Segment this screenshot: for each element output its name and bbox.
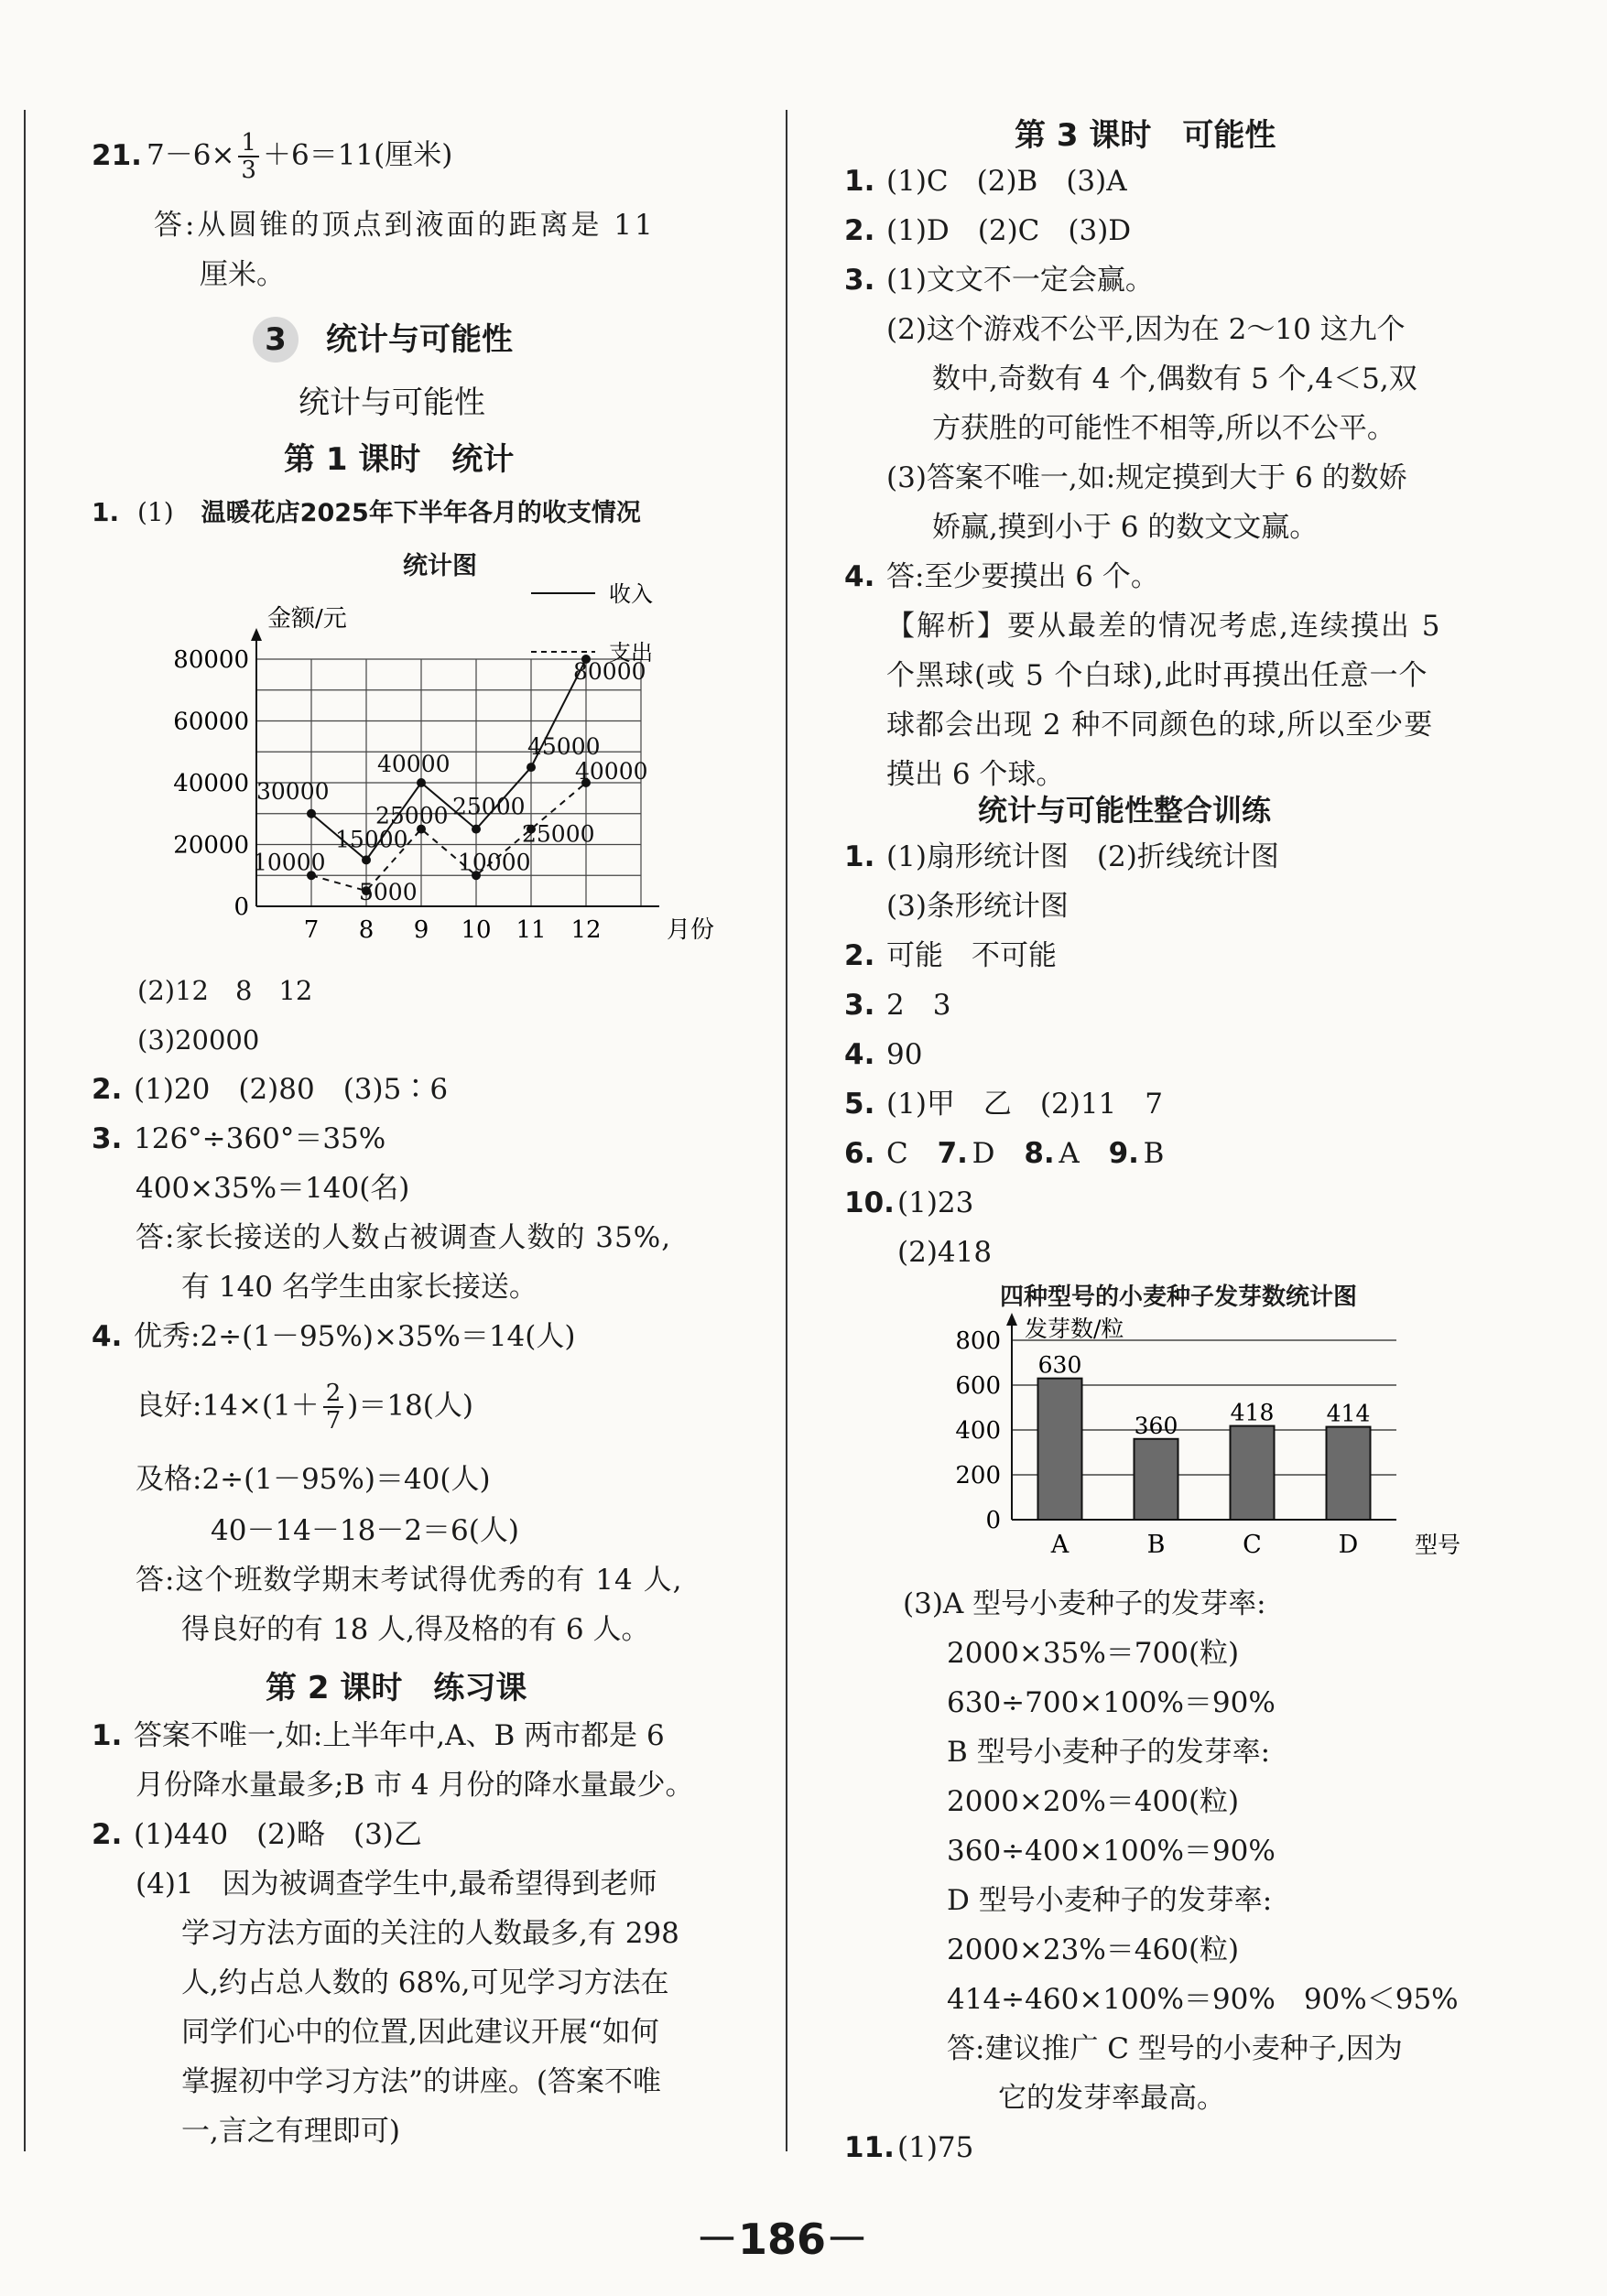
question-number: 2. (844, 939, 875, 972)
y-axis-label: 金额/元 (267, 605, 347, 633)
data-label: 30000 (256, 777, 330, 805)
question-number: 3. (92, 1122, 123, 1155)
question-number: 21. (92, 138, 142, 172)
q4-text-5: 答:这个班数学期末考试得优秀的有 14 人, (136, 1564, 683, 1597)
bar-value-label: 414 (1326, 1400, 1371, 1427)
fraction-denominator: 3 (241, 157, 256, 184)
data-label: 10000 (458, 849, 531, 876)
l2q1-text-1: 答案不唯一,如:上半年中,A、B 两市都是 6 (134, 1719, 665, 1752)
q2-line (92, 1071, 448, 1108)
column-divider (786, 110, 787, 2151)
bar (1135, 1439, 1178, 1520)
question-number: 2. (844, 214, 875, 247)
t10-text-9: D 型号小麦种子的发芽率: (947, 1884, 1273, 1917)
q21 (92, 130, 452, 183)
question-number: 9. (1108, 1137, 1139, 1170)
r4-explain-2: 个黑球(或 5 个白球),此时再摸出任意一个 (886, 659, 1428, 692)
data-label: 40000 (377, 751, 451, 777)
y-tick-label: 80000 (173, 646, 249, 674)
x-tick-label: D (1338, 1531, 1359, 1559)
data-point (527, 763, 536, 772)
data-point (472, 825, 481, 834)
x-tick-label: C (1243, 1531, 1262, 1559)
q4-text-2-pre: 良好:14×(1＋ (136, 1389, 320, 1423)
x-tick-label: 9 (413, 916, 429, 944)
question-number: 4. (92, 1320, 123, 1353)
r3-text-6: 娇赢,摸到小于 6 的数文文赢。 (932, 511, 1319, 544)
y-tick-label: 0 (985, 1507, 1001, 1534)
t5-text: (1)甲 乙 (2)11 7 (886, 1088, 1163, 1121)
y-tick-label: 800 (955, 1327, 1001, 1355)
t10-line (844, 1185, 973, 1221)
y-axis-arrow-icon (1006, 1313, 1017, 1326)
r4-explain-4: 摸出 6 个球。 (886, 758, 1065, 791)
x-tick-label: 7 (303, 916, 320, 944)
t6-9-line (844, 1135, 1164, 1172)
r1-line (844, 163, 1127, 200)
t10-text-12: 答:建议推广 C 型号的小麦种子,因为 (947, 2032, 1403, 2065)
lesson2-title: 第 2 课时 练习课 (266, 1670, 527, 1706)
r2-line (844, 212, 1131, 249)
training-title: 统计与可能性整合训练 (978, 793, 1272, 828)
q3-text-3: 答:家长接送的人数占被调查人数的 35%, (136, 1221, 672, 1254)
question-number: 1. (92, 1719, 123, 1752)
question-number: 4. (844, 1038, 875, 1071)
t10-text-4: 2000×35%＝700(粒) (947, 1637, 1240, 1670)
t10-text-13: 它的发芽率最高。 (998, 2082, 1225, 2115)
t8-text: A (1059, 1137, 1080, 1170)
bar-chart (925, 1309, 1474, 1584)
q1-part2: (2)12 8 12 (137, 975, 313, 1006)
y-tick-label: 40000 (173, 770, 249, 797)
question-number: 6. (844, 1137, 875, 1170)
lesson1-title: 第 1 课时 统计 (284, 441, 515, 478)
data-label: 25000 (375, 802, 449, 829)
data-point (307, 809, 316, 818)
data-label: 5000 (359, 879, 418, 906)
data-label: 15000 (335, 826, 408, 853)
l2q2-text-5: 同学们心中的位置,因此建议开展“如何 (181, 2016, 659, 2049)
y-axis-label: 发芽数/粒 (1025, 1316, 1124, 1342)
question-number: 1. (92, 497, 120, 527)
q3-text-4: 有 140 名学生由家长接送。 (181, 1271, 537, 1304)
unit-heading (253, 317, 513, 363)
data-label: 25000 (522, 820, 595, 848)
r2-text: (1)D (2)C (3)D (886, 214, 1132, 247)
x-axis-label: 月份 (667, 916, 715, 944)
page-number: －186－ (696, 2215, 869, 2264)
q3-line (92, 1121, 385, 1157)
fraction-numerator: 2 (323, 1381, 344, 1408)
bar-chart-bars (1038, 1379, 1371, 1520)
unit-number-badge: 3 (253, 317, 299, 363)
x-tick-label: 12 (570, 916, 602, 944)
r3-line (844, 262, 1154, 298)
y-tick-label: 20000 (173, 831, 249, 860)
r3-text-5: (3)答案不唯一,如:规定摸到大于 6 的数娇 (886, 461, 1407, 494)
l2q2-text-6: 掌握初中学习方法”的讲座。(答案不唯 (181, 2065, 661, 2098)
lesson3-title: 第 3 课时 可能性 (1015, 117, 1276, 154)
question-number: 1. (844, 165, 875, 198)
l2q2-text-3: 学习方法方面的关注的人数最多,有 298 (181, 1917, 679, 1950)
chart-title: 温暖花店2025年下半年各月的收支情况 (201, 499, 641, 527)
x-tick-label: 11 (516, 916, 547, 944)
q4-text-2 (136, 1381, 473, 1434)
t6-text: C (886, 1137, 908, 1170)
bar (1327, 1427, 1371, 1520)
y-tick-label: 0 (233, 893, 249, 921)
q4-text-6: 得良好的有 18 人,得及格的有 6 人。 (181, 1613, 650, 1646)
t10-text-7: 2000×20%＝400(粒) (947, 1785, 1240, 1818)
t11-text: (1)75 (897, 2131, 974, 2164)
l2q2-text-7: 一,言之有理即可) (181, 2115, 400, 2148)
y-tick-label: 60000 (173, 708, 249, 736)
fraction-denominator: 7 (325, 1407, 342, 1435)
bar (1231, 1426, 1275, 1520)
t10-text-5: 630÷700×100%＝90% (947, 1686, 1276, 1719)
x-tick-label: B (1146, 1531, 1166, 1559)
question-number: 4. (844, 560, 875, 593)
question-number: 10. (844, 1186, 895, 1219)
q4-text-1: 优秀:2÷(1－95%)×35%＝14(人) (134, 1320, 576, 1353)
unit-title: 统计与可能性 (326, 321, 513, 358)
bar-value-label: 360 (1134, 1412, 1178, 1439)
t10-text-3: (3)A 型号小麦种子的发芽率: (903, 1587, 1266, 1620)
fraction (323, 1381, 344, 1434)
left-margin-rule (24, 110, 26, 2151)
q1-line (92, 494, 641, 532)
l2q2-line (92, 1816, 422, 1853)
t1-text-2: (3)条形统计图 (886, 890, 1069, 923)
r4-line (844, 558, 1159, 595)
r3-text-4: 方获胜的可能性不相等,所以不公平。 (932, 412, 1395, 445)
x-tick-label: 8 (358, 916, 375, 944)
data-label: 80000 (573, 658, 646, 685)
l2q2-text-2: (4)1 因为被调查学生中,最希望得到老师 (136, 1868, 657, 1901)
data-label: 10000 (253, 849, 326, 876)
q21-answer-2: 厘米。 (200, 258, 285, 291)
r1-text: (1)C (2)B (3)A (886, 165, 1127, 198)
y-tick-label: 200 (955, 1462, 1001, 1489)
data-point (362, 855, 371, 864)
t1-text-1: (1)扇形统计图 (2)折线统计图 (886, 840, 1279, 873)
q1-part3: (3)20000 (137, 1024, 260, 1056)
t4-text: 90 (886, 1038, 923, 1071)
t1-line (844, 839, 1279, 875)
t11-line (844, 2129, 973, 2166)
t10-text-8: 360÷400×100%＝90% (947, 1835, 1276, 1868)
q4-text-2-post: )＝18(人) (347, 1389, 473, 1423)
x-axis-label: 型号 (1415, 1532, 1461, 1558)
bar-chart-labels (955, 1316, 1460, 1559)
r3-text-3: 数中,奇数有 4 个,偶数有 5 个,4＜5,双 (932, 363, 1417, 395)
r4-explain-3: 球都会出现 2 种不同颜色的球,所以至少要 (886, 709, 1434, 742)
t7-text: D (972, 1137, 995, 1170)
question-number: 5. (844, 1088, 875, 1121)
q21-pre: 7－6× (147, 138, 235, 172)
r4-text: 答:至少要摸出 6 个。 (886, 560, 1159, 593)
l2q1-line (92, 1717, 665, 1754)
r3-text-2: (2)这个游戏不公平,因为在 2～10 这九个 (886, 313, 1406, 346)
t3-text: 2 3 (886, 989, 951, 1022)
q21-answer-1: 答:从圆锥的顶点到液面的距离是 11 (154, 209, 656, 242)
y-tick-label: 600 (955, 1372, 1001, 1400)
data-point (417, 778, 426, 787)
data-label: 40000 (575, 758, 648, 785)
legend-expense: 支出 (609, 640, 653, 666)
l2q2-text-1: (1)440 (2)略 (3)乙 (134, 1818, 422, 1851)
bar-value-label: 630 (1037, 1351, 1082, 1379)
r4-explain-1: 【解析】要从最差的情况考虑,连续摸出 5 (886, 610, 1442, 643)
x-tick-label: 10 (461, 916, 492, 944)
line-chart (165, 577, 824, 961)
q2-text: (1)20 (2)80 (3)5∶6 (134, 1073, 449, 1106)
q21-post: ＋6＝11(厘米) (262, 138, 453, 172)
t5-line (844, 1086, 1163, 1122)
bar-chart-title: 四种型号的小麦种子发芽数统计图 (1000, 1283, 1358, 1311)
bar (1038, 1379, 1082, 1520)
y-tick-label: 400 (955, 1417, 1001, 1445)
t10-text-2: (2)418 (897, 1236, 993, 1269)
fraction-numerator: 1 (238, 130, 259, 157)
r3-text-1: (1)文文不一定会赢。 (886, 264, 1154, 297)
question-number: 11. (844, 2131, 895, 2164)
question-number: 8. (1024, 1137, 1055, 1170)
l2q2-text-4: 人,约占总人数的 68%,可见学习方法在 (181, 1966, 669, 1999)
question-number: 2. (92, 1073, 123, 1106)
question-number: 3. (844, 264, 875, 297)
section-subtitle: 统计与可能性 (299, 384, 485, 421)
t2-text: 可能 不可能 (886, 939, 1057, 972)
t10-text-6: B 型号小麦种子的发芽率: (947, 1736, 1271, 1769)
t2-line (844, 937, 1057, 974)
y-axis-arrow-icon (251, 628, 262, 641)
chart-title-2: 统计图 (403, 552, 477, 580)
t4-line (844, 1036, 922, 1073)
legend-income: 收入 (609, 581, 653, 607)
t3-line (844, 987, 950, 1023)
t10-text-10: 2000×23%＝460(粒) (947, 1933, 1240, 1966)
question-number: 1. (844, 840, 875, 873)
bar-value-label: 418 (1230, 1399, 1275, 1426)
question-number: 7. (937, 1137, 968, 1170)
t10-text-11: 414÷460×100%＝90% 90%＜95% (947, 1983, 1459, 2016)
question-number: 2. (92, 1818, 123, 1851)
question-number: 3. (844, 989, 875, 1022)
data-label: 25000 (452, 793, 526, 820)
t9-text: B (1143, 1137, 1165, 1170)
q4-text-4: 40－14－18－2＝6(人) (211, 1514, 519, 1547)
q4-text-3: 及格:2÷(1－95%)＝40(人) (136, 1463, 491, 1496)
q4-line (92, 1318, 575, 1355)
x-tick-label: A (1050, 1531, 1070, 1559)
q3-text-1: 126°÷360°＝35% (134, 1122, 386, 1155)
t10-text-1: (1)23 (897, 1186, 974, 1219)
l2q1-text-2: 月份降水量最多;B 市 4 月份的降水量最少。 (136, 1769, 694, 1802)
data-label: 45000 (527, 733, 601, 761)
q3-text-2: 400×35%＝140(名) (136, 1172, 410, 1205)
fraction (238, 130, 259, 183)
q1-label: (1) (137, 497, 174, 527)
